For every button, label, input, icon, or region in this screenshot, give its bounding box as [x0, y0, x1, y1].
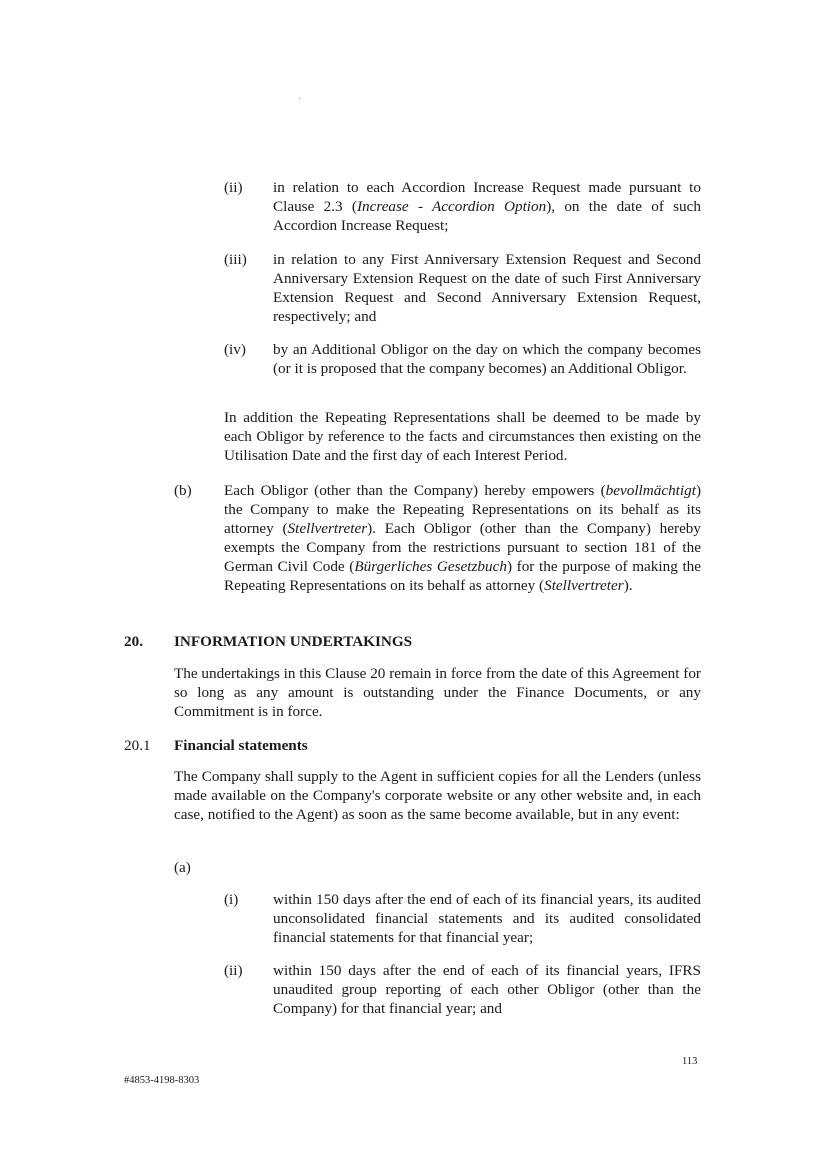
financial-statements-intro: The Company shall supply to the Agent in sufficient copies for all the Lenders (unless made available on the Company's corporate website or any other website and, in each case, notified to the Agent) as soon as the same become available, but in any event: — [174, 768, 701, 823]
paragraph-number-b: (b) — [174, 482, 192, 499]
paragraph-b-text: Each Obligor (other than the Company) hereby empowers (bevollmächtigt) the Company to make the Repeating Representations on its behalf as its attorney (Stellvertreter). Each Obligor (other than the Company) hereby exempts the Company from the restrictions pursuant to section 181 of the German Civil Code (Bürgerliches Gesetzbuch) for the purpose of making the Repeating Representations on its behalf as attorney (Stellvertreter). — [224, 482, 702, 594]
repeating-representations-paragraph: In addition the Repeating Representations shall be deemed to be made by each Obligor by reference to the facts and circumstances then existing on the Utilisation Date and the first day of each Interest Period. — [224, 409, 701, 464]
paragraph-number-a: (a) — [174, 859, 191, 876]
item-text-ifrs-reporting: within 150 days after the end of each of its financial years, IFRS unaudited group reporting of each other Obligor (other than the Company) for that financial year; and — [273, 962, 701, 1017]
clause-title: INFORMATION UNDERTAKINGS — [174, 633, 413, 650]
item-number: (iv) — [224, 341, 246, 358]
item-number: (ii) — [224, 962, 243, 979]
item-number: (ii) — [224, 179, 243, 196]
clause-number: 20. — [124, 633, 143, 650]
document-id: #4853-4198-8303 — [124, 1075, 200, 1086]
subclause-title: Financial statements — [174, 737, 308, 754]
item-text-extension: in relation to any First Anniversary Extension Request and Second Anniversary Extension Request on the date of such First Anniversary Extension Request and Second Anniversary Extension Request, respectively; and — [273, 251, 701, 325]
item-number: (i) — [224, 891, 239, 908]
item-text-audited-statements: within 150 days after the end of each of its financial years, its audited unconsolidated financial statements and its audited consolidated financial statements for that financial year; — [273, 891, 701, 946]
page-number: 113 — [682, 1056, 698, 1067]
subclause-number: 20.1 — [124, 737, 151, 754]
item-text-additional-obligor: by an Additional Obligor on the day on which the company becomes (or it is proposed that the company becomes) an Additional Obligor. — [273, 341, 701, 377]
item-number: (iii) — [224, 251, 247, 268]
scan-artifact-dot — [299, 98, 300, 99]
item-text-accordion: in relation to each Accordion Increase Request made pursuant to Clause 2.3 (Increase - Accordion Option), on the date of such Accordion Increase Request; — [273, 179, 701, 234]
clause-intro: The undertakings in this Clause 20 remain in force from the date of this Agreement for so long as any amount is outstanding under the Finance Documents, or any Commitment is in force. — [174, 665, 701, 720]
